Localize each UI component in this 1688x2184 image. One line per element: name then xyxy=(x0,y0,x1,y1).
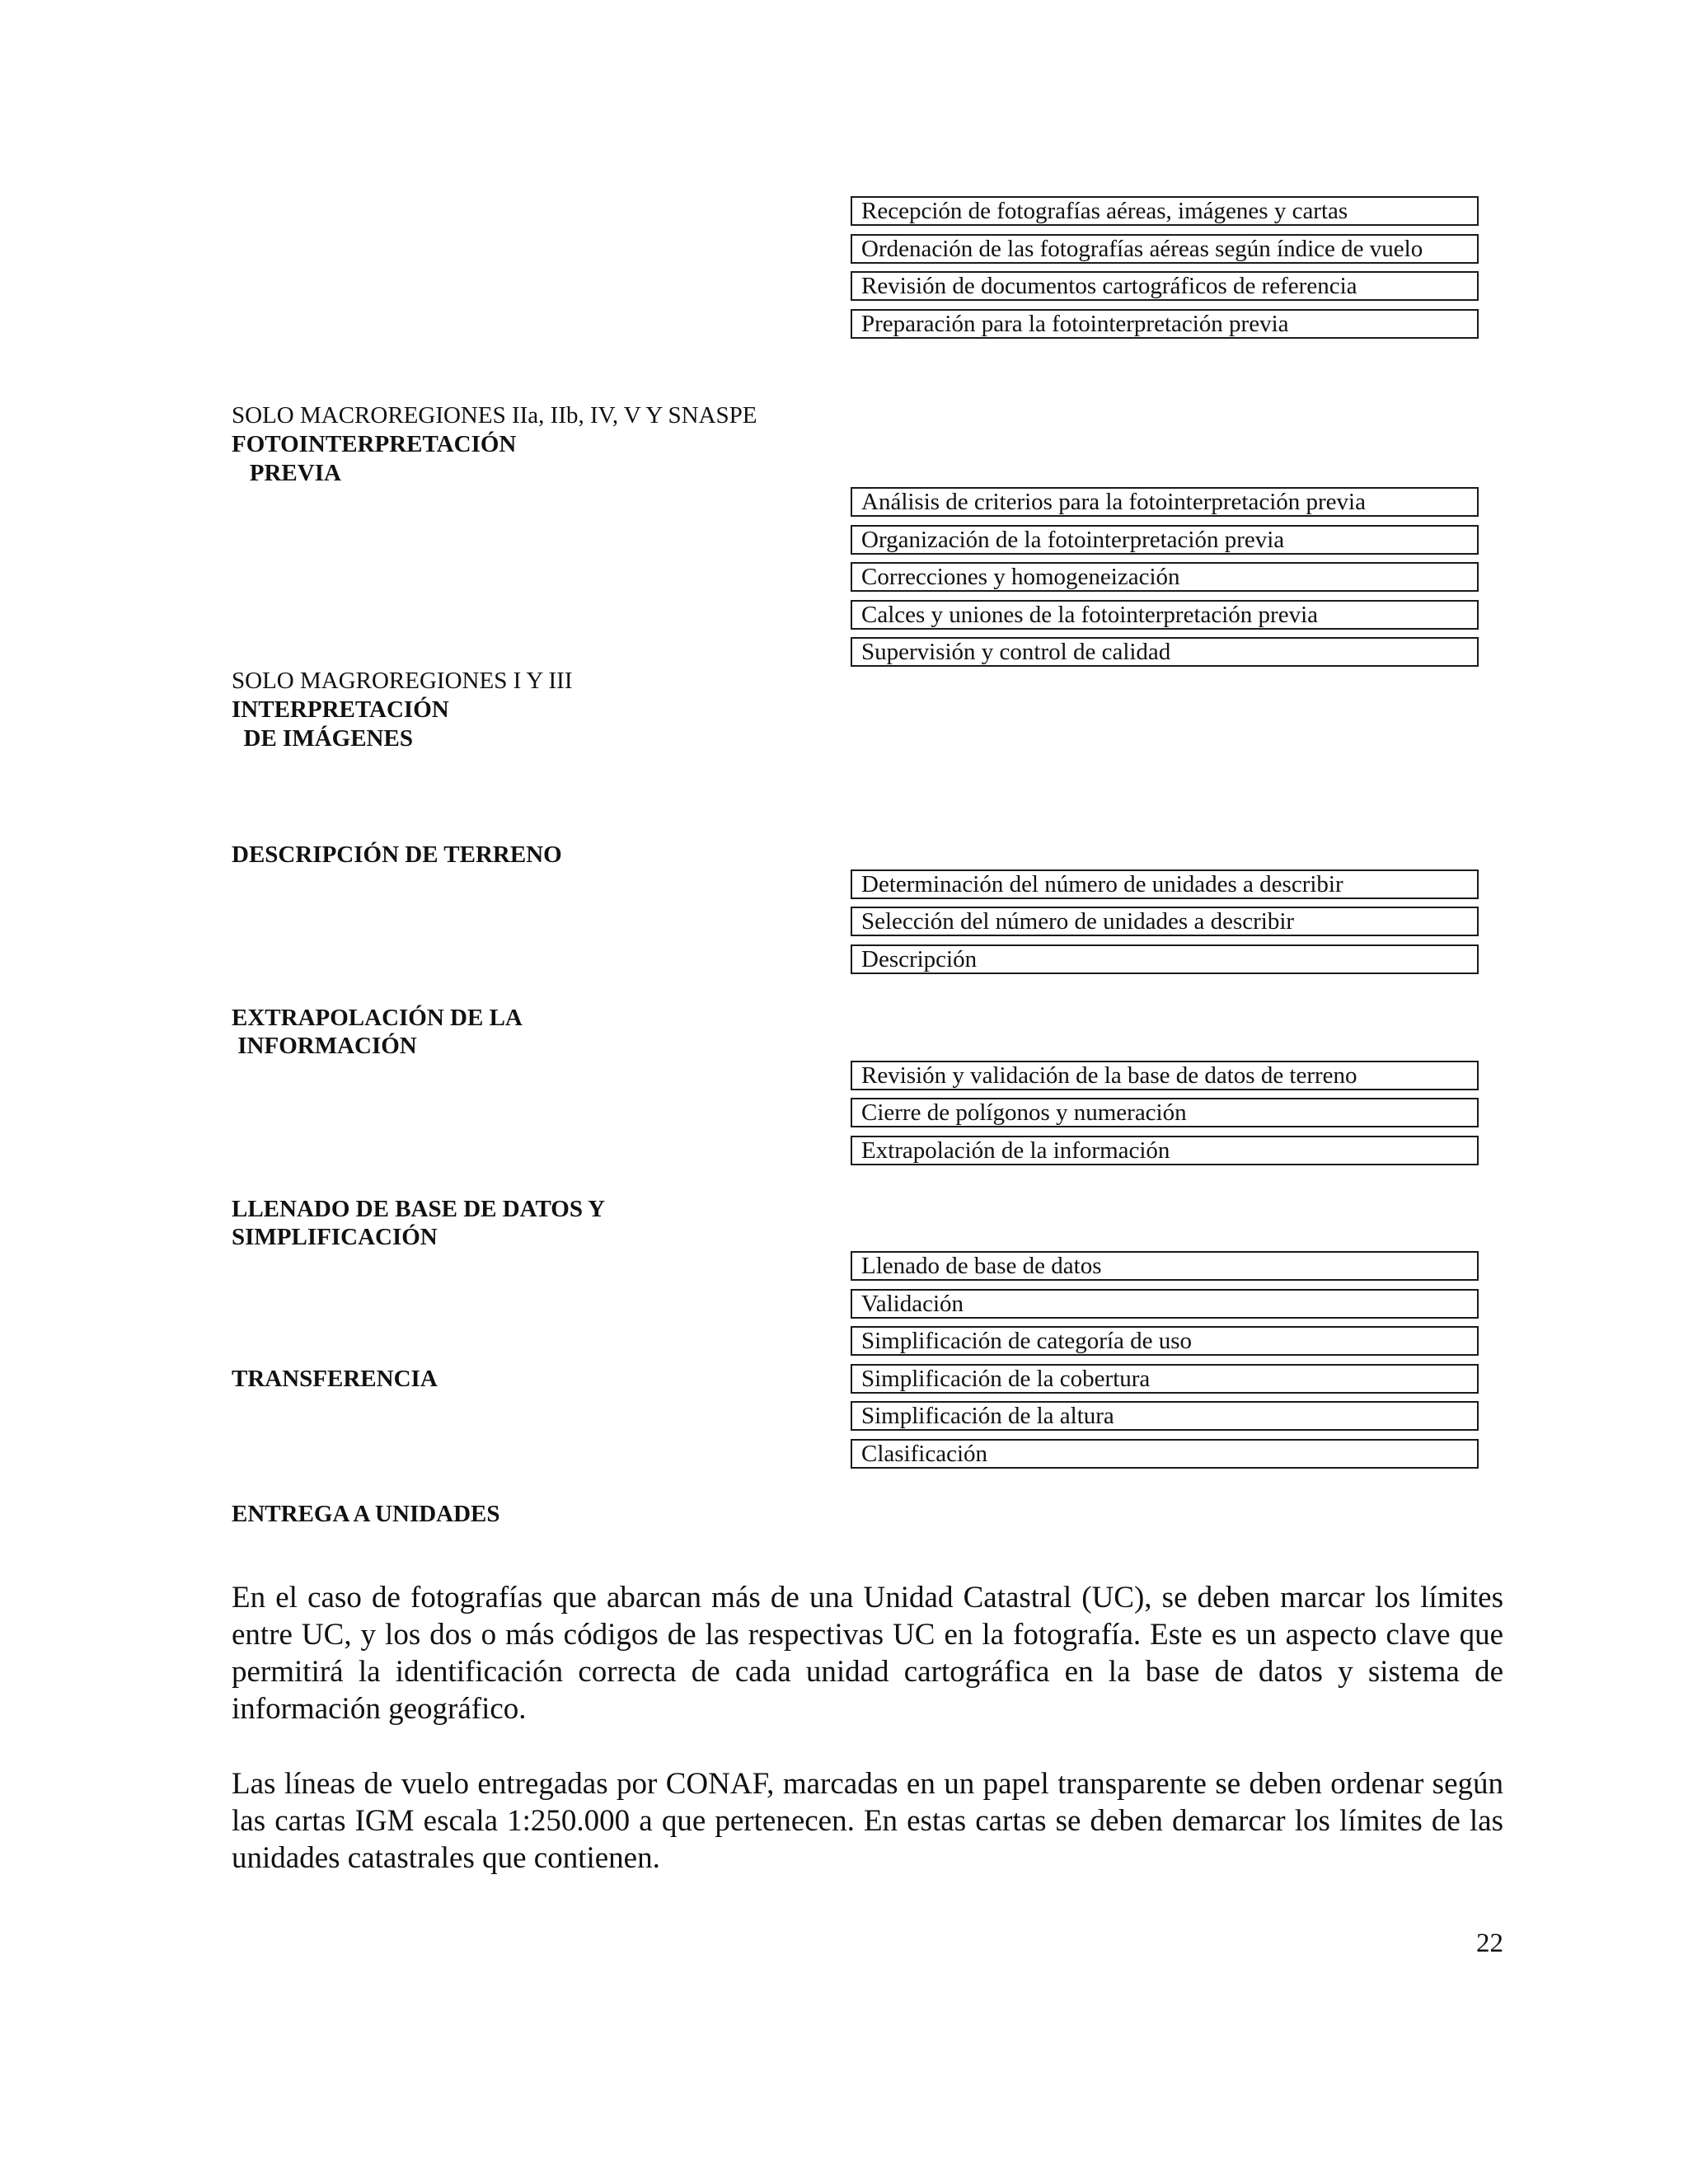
body-paragraph: En el caso de fotografías que abarcan más de una Unidad Catastral (UC), se deben marcar los límites entre UC, y los dos o más códigos de las respectivas UC en la fotografía. Este es un aspecto clave que permitirá la identificación correcta de cada unidad cartográfica en la base de datos y sistema de información geográfico. xyxy=(232,1581,1503,1726)
stage-title: INFORMACIÓN xyxy=(232,1033,417,1059)
region-note: SOLO MAGROREGIONES I Y III xyxy=(232,668,573,694)
task-box: Llenado de base de datos xyxy=(851,1251,1479,1281)
task-box: Correcciones y homogeneización xyxy=(851,562,1479,592)
task-box: Organización de la fotointerpretación previa xyxy=(851,525,1479,555)
stage-title: INTERPRETACIÓN xyxy=(232,696,449,723)
task-box: Simplificación de categoría de uso xyxy=(851,1326,1479,1356)
stage-title: FOTOINTERPRETACIÓN xyxy=(232,431,517,457)
stage-title: TRANSFERENCIA xyxy=(232,1366,438,1392)
region-note: SOLO MACROREGIONES IIa, IIb, IV, V Y SNASPE xyxy=(232,402,757,429)
page-number: 22 xyxy=(1476,1929,1503,1958)
task-box: Supervisión y control de calidad xyxy=(851,637,1479,667)
stage-title: PREVIA xyxy=(232,460,341,486)
task-box: Preparación para la fotointerpretación previa xyxy=(851,309,1479,339)
task-box: Validación xyxy=(851,1289,1479,1319)
task-box: Revisión de documentos cartográficos de referencia xyxy=(851,271,1479,301)
stage-title: DESCRIPCIÓN DE TERRENO xyxy=(232,841,562,868)
task-box: Descripción xyxy=(851,944,1479,974)
task-box: Calces y uniones de la fotointerpretación previa xyxy=(851,600,1479,630)
task-box: Ordenación de las fotografías aéreas según índice de vuelo xyxy=(851,234,1479,264)
stage-title: SIMPLIFICACIÓN xyxy=(232,1224,438,1250)
task-box: Simplificación de la altura xyxy=(851,1401,1479,1431)
stage-title: DE IMÁGENES xyxy=(232,725,413,752)
task-box: Determinación del número de unidades a describir xyxy=(851,869,1479,899)
task-box: Cierre de polígonos y numeración xyxy=(851,1098,1479,1127)
task-box: Revisión y validación de la base de datos de terreno xyxy=(851,1061,1479,1090)
task-box: Extrapolación de la información xyxy=(851,1136,1479,1165)
body-paragraph: Las líneas de vuelo entregadas por CONAF, marcadas en un papel transparente se deben ordenar según las cartas IGM escala 1:250.000 a que pertenecen. En estas cartas se deben demarcar los límites de las unidades catastrales que contienen. xyxy=(232,1767,1503,1875)
task-box: Análisis de criterios para la fotointerpretación previa xyxy=(851,487,1479,517)
stage-title: ENTREGA A UNIDADES xyxy=(232,1501,500,1527)
task-box: Clasificación xyxy=(851,1439,1479,1469)
task-box: Recepción de fotografías aéreas, imágenes y cartas xyxy=(851,196,1479,226)
stage-title: EXTRAPOLACIÓN DE LA xyxy=(232,1005,523,1031)
task-box: Selección del número de unidades a describir xyxy=(851,907,1479,936)
task-box: Simplificación de la cobertura xyxy=(851,1364,1479,1394)
stage-title: LLENADO DE BASE DE DATOS Y xyxy=(232,1196,606,1222)
